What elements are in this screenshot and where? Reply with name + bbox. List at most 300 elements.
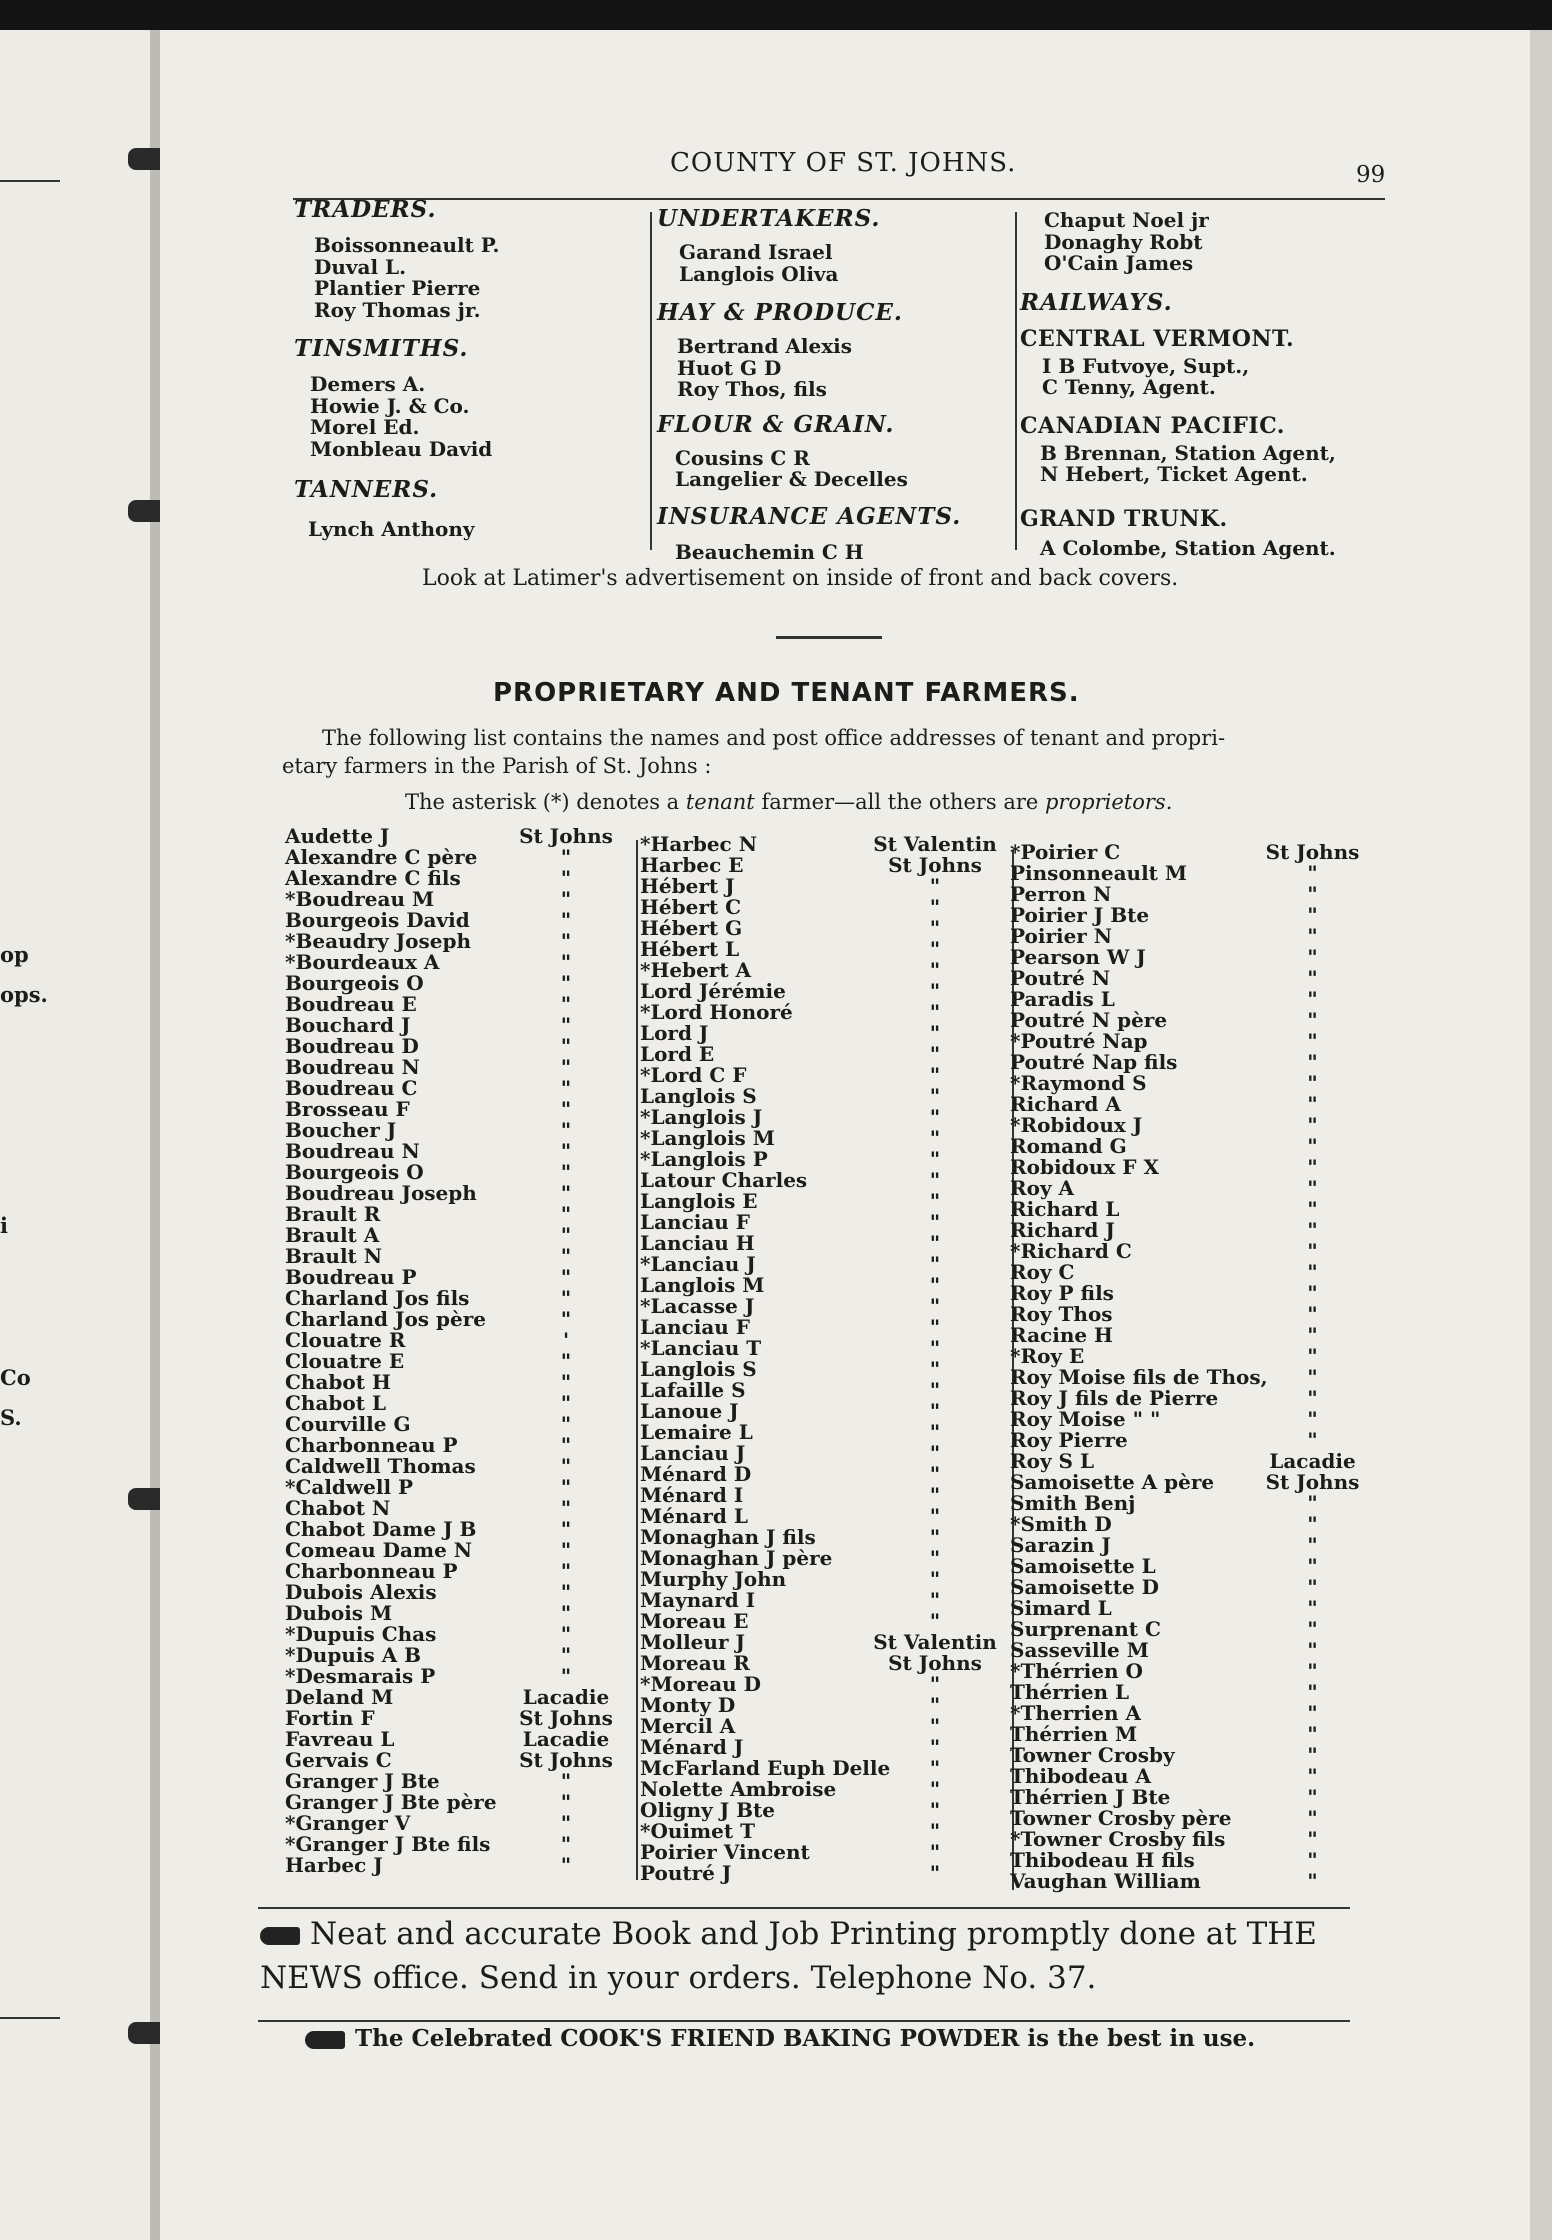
section-title: PROPRIETARY AND TENANT FARMERS. <box>493 678 1080 708</box>
column-divider <box>650 212 652 550</box>
farmer-name: Lanciau J <box>640 1441 746 1465</box>
printing-advert-text: Neat and accurate Book and Job Printing promptly done at THE <box>310 1916 1317 1952</box>
farmer-name: Lafaille S <box>640 1378 746 1402</box>
farmer-post-office: Lacadie <box>1269 1449 1356 1473</box>
category-entries <box>675 539 1007 564</box>
farmer-name: Monaghan J fils <box>640 1525 816 1549</box>
farmer-name: Richard J <box>1010 1218 1115 1242</box>
asterisk-note-emphasis: tenant <box>685 790 755 814</box>
category-heading: FLOUR & GRAIN. <box>657 410 895 438</box>
farmer-name: Paradis L <box>1010 987 1115 1011</box>
farmer-post-office: " <box>929 1168 941 1192</box>
farmer-name: *Lanciau J <box>640 1252 756 1276</box>
farmer-name: Lord J <box>640 1021 709 1045</box>
farmer-post-office: " <box>560 908 572 932</box>
farmer-name: *Lanciau T <box>640 1336 762 1360</box>
farmer-post-office: St Johns <box>1265 1470 1360 1494</box>
farmer-name: *Raymond S <box>1010 1071 1147 1095</box>
farmer-name: Hébert L <box>640 937 740 961</box>
farmer-post-office: " <box>1307 1071 1318 1095</box>
farmer-name: Robidoux F X <box>1010 1155 1159 1179</box>
farmer-name: Pearson W J <box>1010 945 1146 969</box>
farmer-name: Lord Jérémie <box>640 979 786 1003</box>
farmer-post-office: " <box>929 1399 941 1423</box>
farmer-name: Bourgeois O <box>285 1160 424 1184</box>
farmer-post-office: St Johns <box>519 1706 613 1730</box>
farmer-post-office: " <box>560 1790 572 1814</box>
farmer-name: Gervais C <box>285 1748 392 1772</box>
farmer-post-office: " <box>929 895 941 919</box>
farmer-post-office: " <box>929 1420 941 1444</box>
farmer-post-office: " <box>1307 1512 1318 1536</box>
farmer-name: Langlois E <box>640 1189 758 1213</box>
farmer-name: Murphy John <box>640 1567 787 1591</box>
farmer-name: *Harbec N <box>640 832 757 856</box>
left-fragment: Co <box>0 1365 31 1390</box>
farmer-name: *Therrien A <box>1010 1701 1142 1725</box>
intro-line: etary farmers in the Parish of St. Johns : <box>282 754 712 778</box>
farmer-name: *Dupuis Chas <box>285 1622 437 1646</box>
farmer-name: *Granger J Bte fils <box>285 1832 491 1856</box>
farmer-name: Mercil A <box>640 1714 736 1738</box>
asterisk-note-text: farmer—all the others are <box>761 790 1039 814</box>
farmer-post-office: " <box>560 1265 572 1289</box>
farmer-name: Richard L <box>1010 1197 1120 1221</box>
category-entries <box>677 336 1007 401</box>
farmer-name: McFarland Euph Delle <box>640 1756 891 1780</box>
left-fragment: i <box>0 1213 8 1238</box>
farmer-post-office: " <box>560 1433 572 1457</box>
agent-name: B Brennan, Station Agent, <box>1040 440 1336 465</box>
farmer-name: Ménard J <box>640 1735 744 1759</box>
farmer-name: Vaughan William <box>1010 1869 1201 1893</box>
farmer-name: Langlois M <box>640 1273 765 1297</box>
farmer-post-office: " <box>929 916 941 940</box>
farmer-name: Roy Moise fils de Thos, <box>1010 1365 1268 1389</box>
farmer-name: Latour Charles <box>640 1168 808 1192</box>
farmer-name: Chabot H <box>285 1370 391 1394</box>
farmer-post-office: " <box>1307 924 1318 948</box>
farmer-post-office: " <box>929 1777 941 1801</box>
farmer-post-office: " <box>560 971 572 995</box>
farmer-name: Brault R <box>285 1202 381 1226</box>
farmer-post-office: " <box>929 1441 941 1465</box>
farmer-post-office: " <box>1307 1092 1318 1116</box>
farmer-name: Moreau R <box>640 1651 750 1675</box>
printing-advert-line: NEWS office. Send in your orders. Telephone No. 37. <box>260 1960 1097 1996</box>
farmer-name: Roy Thos <box>1010 1302 1113 1326</box>
baking-powder-advert <box>305 2025 1255 2052</box>
farmer-name: *Thérrien O <box>1010 1659 1143 1683</box>
farmer-name: *Smith D <box>1010 1512 1112 1536</box>
farmer-post-office: " <box>929 1210 941 1234</box>
farmer-post-office: " <box>929 1294 941 1318</box>
farmer-post-office: " <box>929 1189 941 1213</box>
farmer-post-office: " <box>560 866 572 890</box>
farmer-name: Roy Pierre <box>1010 1428 1128 1452</box>
farmer-name: *Boudreau M <box>285 887 435 911</box>
farmer-post-office: " <box>1307 1722 1318 1746</box>
farmer-post-office: " <box>929 1588 941 1612</box>
farmer-name: *Langlois M <box>640 1126 775 1150</box>
farmer-name: *Lacasse J <box>640 1294 755 1318</box>
farmer-name: *Poirier C <box>1010 840 1121 864</box>
farmer-name: Langlois S <box>640 1084 757 1108</box>
farmer-post-office: " <box>1307 1617 1318 1641</box>
farmer-post-office: " <box>1307 1323 1318 1347</box>
farmer-post-office: " <box>560 1076 572 1100</box>
farmer-post-office: " <box>1307 1218 1318 1242</box>
left-fragment: ops. <box>0 982 48 1007</box>
farmer-name: Alexandre C père <box>285 845 478 869</box>
farmer-name: *Desmarais P <box>285 1664 436 1688</box>
farmer-name: *Robidoux J <box>1010 1113 1143 1137</box>
farmer-name: *Towner Crosby fils <box>1010 1827 1226 1851</box>
business-name: Huot G D <box>677 355 782 380</box>
farmer-post-office: " <box>560 1622 572 1646</box>
farmer-name: Courville G <box>285 1412 411 1436</box>
farmer-post-office: " <box>560 1643 572 1667</box>
farmer-post-office: " <box>1307 1575 1318 1599</box>
farmer-name: Roy Moise " " <box>1010 1407 1161 1431</box>
farmer-post-office: " <box>560 1181 572 1205</box>
farmer-name: Charbonneau P <box>285 1559 458 1583</box>
farmer-name: Caldwell Thomas <box>285 1454 476 1478</box>
farmer-name: Smith Benj <box>1010 1491 1136 1515</box>
category-entries <box>1040 440 1380 486</box>
pointing-hand-icon <box>260 1927 300 1945</box>
railway-name: GRAND TRUNK. <box>1020 505 1228 532</box>
directory-col2 <box>657 205 1007 563</box>
farmer-post-office: " <box>1307 861 1318 885</box>
farmer-post-office: " <box>1307 1638 1318 1662</box>
farmer-post-office: " <box>1307 1554 1318 1578</box>
farmer-name: Samoisette A père <box>1010 1470 1215 1494</box>
farmer-name: Maynard I <box>640 1588 756 1612</box>
farmer-post-office: " <box>560 1391 572 1415</box>
farmer-post-office: " <box>560 1517 572 1541</box>
farmer-post-office: " <box>560 1118 572 1142</box>
farmer-post-office: " <box>1307 1848 1318 1872</box>
farmer-name: Roy P fils <box>1010 1281 1114 1305</box>
farmer-name: Perron N <box>1010 882 1112 906</box>
farmer-post-office: St Valentin <box>873 832 997 856</box>
farmer-post-office: " <box>560 1811 572 1835</box>
agent-name: A Colombe, Station Agent. <box>1040 535 1336 560</box>
farmer-post-office: " <box>1307 987 1318 1011</box>
category-entries <box>679 242 1007 285</box>
directory-col1 <box>294 196 634 541</box>
farmer-name: Thérrien M <box>1010 1722 1138 1746</box>
category-heading: RAILWAYS. <box>1020 288 1173 316</box>
farmer-post-office: " <box>929 1336 941 1360</box>
left-fragment: op <box>0 942 29 967</box>
farmer-post-office: " <box>560 1475 572 1499</box>
farmer-name: Boudreau E <box>285 992 417 1016</box>
farmer-post-office: " <box>929 1504 941 1528</box>
farmer-post-office: " <box>1307 1155 1318 1179</box>
farmer-name: Clouatre R <box>285 1328 406 1352</box>
farmer-post-office: " <box>929 1483 941 1507</box>
farmer-post-office: " <box>929 1147 941 1171</box>
farmer-name: Brault N <box>285 1244 383 1268</box>
farmer-post-office: St Johns <box>519 824 613 848</box>
farmer-name: Chabot Dame J B <box>285 1517 477 1541</box>
farmer-name: Thérrien L <box>1010 1680 1130 1704</box>
farmer-post-office: " <box>560 1370 572 1394</box>
farmer-post-office: " <box>1307 1344 1318 1368</box>
farmer-post-office: " <box>560 950 572 974</box>
farmer-name: Boudreau Joseph <box>285 1181 477 1205</box>
farmer-post-office: " <box>560 992 572 1016</box>
business-name: Lynch Anthony <box>308 517 475 541</box>
business-name: Donaghy Robt <box>1044 229 1203 254</box>
farmer-post-office: " <box>560 1601 572 1625</box>
category-heading: UNDERTAKERS. <box>657 205 881 232</box>
farmer-post-office: " <box>1307 1743 1318 1767</box>
farmer-name: *Caldwell P <box>285 1475 414 1499</box>
farmer-post-office: " <box>1307 882 1318 906</box>
farmer-name: Roy A <box>1010 1176 1075 1200</box>
farmer-post-office: " <box>560 1412 572 1436</box>
farmer-post-office: " <box>1307 1281 1318 1305</box>
directory-col3 <box>1020 210 1380 559</box>
farmer-name: Monty D <box>640 1693 736 1717</box>
farmer-post-office: " <box>1307 1302 1318 1326</box>
farmer-name: Deland M <box>285 1685 394 1709</box>
farmer-name: Ménard D <box>640 1462 752 1486</box>
business-name: Cousins C R <box>675 445 810 470</box>
farmer-name: Ménard L <box>640 1504 748 1528</box>
farmer-post-office: " <box>560 1286 572 1310</box>
business-name: Langlois Oliva <box>679 261 839 286</box>
farmer-post-office: " <box>560 845 572 869</box>
farmer-post-office: " <box>560 1139 572 1163</box>
footer-rule <box>258 2020 1350 2022</box>
farmer-post-office: " <box>560 1055 572 1079</box>
farmer-name: Boucher J <box>285 1118 397 1142</box>
business-name: Roy Thos, fils <box>677 377 827 401</box>
farmer-post-office: " <box>560 1454 572 1478</box>
farmer-name: Audette J <box>285 824 390 848</box>
farmer-post-office: " <box>929 958 941 982</box>
farmer-post-office: " <box>560 1832 572 1856</box>
left-page-rule <box>0 2017 60 2019</box>
farmer-post-office: ' <box>562 1328 570 1352</box>
business-name: Roy Thomas jr. <box>314 297 481 322</box>
farmer-name: Thibodeau H fils <box>1010 1848 1195 1872</box>
agent-name: N Hebert, Ticket Agent. <box>1040 462 1308 486</box>
farmers-col2-names <box>640 832 891 1885</box>
page-edge <box>1530 30 1552 2240</box>
farmer-post-office: " <box>929 1357 941 1381</box>
farmer-name: Harbec J <box>285 1853 383 1877</box>
farmer-post-office: " <box>560 1769 572 1793</box>
farmer-post-office: " <box>1307 966 1318 990</box>
farmer-name: *Moreau D <box>640 1672 762 1696</box>
farmer-name: Dubois Alexis <box>285 1580 437 1604</box>
farmer-post-office: " <box>929 1105 941 1129</box>
farmer-post-office: St Johns <box>1265 840 1360 864</box>
farmer-post-office: " <box>560 1349 572 1373</box>
category-heading: TINSMITHS. <box>294 335 469 362</box>
farmer-post-office: St Johns <box>888 1651 982 1675</box>
farmer-post-office: Lacadie <box>522 1685 610 1709</box>
category-heading: HAY & PRODUCE. <box>657 299 903 326</box>
footer-rule <box>258 1907 1350 1909</box>
farmer-post-office: " <box>929 1525 941 1549</box>
farmer-name: *Lord Honoré <box>640 1000 793 1024</box>
farmer-name: *Poutré Nap <box>1010 1029 1148 1053</box>
agent-name: C Tenny, Agent. <box>1042 375 1216 399</box>
farmer-name: Charbonneau P <box>285 1433 458 1457</box>
farmer-post-office: " <box>929 1798 941 1822</box>
farmer-name: Fortin F <box>285 1706 375 1730</box>
farmer-name: *Langlois P <box>640 1147 768 1171</box>
farmer-post-office: " <box>929 874 941 898</box>
farmer-post-office: " <box>929 1378 941 1402</box>
category-entries <box>310 374 634 460</box>
farmer-post-office: " <box>560 1853 572 1877</box>
farmer-name: Poutré N père <box>1010 1008 1168 1032</box>
farmer-post-office: " <box>1307 1239 1318 1263</box>
asterisk-note-emphasis: proprietors. <box>1045 790 1173 814</box>
pointing-hand-icon <box>305 2031 345 2049</box>
farmer-name: Brosseau F <box>285 1097 410 1121</box>
farmer-name: Poutré J <box>640 1861 732 1885</box>
farmer-post-office: " <box>560 1202 572 1226</box>
business-name: Duval L. <box>314 254 407 279</box>
farmer-post-office: St Johns <box>888 853 982 877</box>
column-divider <box>1015 212 1017 550</box>
farmer-post-office: " <box>1307 1785 1318 1809</box>
farmer-post-office: " <box>1307 1869 1318 1893</box>
farmer-name: Alexandre C fils <box>285 866 461 890</box>
business-name: Morel Ed. <box>310 415 420 439</box>
farmer-name: Bourgeois O <box>285 971 424 995</box>
printing-advert <box>260 1912 1360 2000</box>
farmer-name: Hébert C <box>640 895 741 919</box>
farmer-post-office: " <box>1307 1365 1318 1389</box>
farmer-post-office: " <box>1307 1701 1318 1725</box>
farmer-post-office: " <box>929 1252 941 1276</box>
farmer-name: Granger J Bte <box>285 1769 440 1793</box>
running-header: COUNTY OF ST. JOHNS. <box>670 148 1017 178</box>
farmer-post-office: " <box>929 1714 941 1738</box>
farmer-name: Roy C <box>1010 1260 1075 1284</box>
category-entries <box>1040 535 1380 560</box>
farmer-post-office: " <box>560 1013 572 1037</box>
farmer-name: Boudreau N <box>285 1139 420 1163</box>
farmer-post-office: " <box>1307 1197 1318 1221</box>
farmer-name: Boudreau D <box>285 1034 419 1058</box>
farmer-post-office: " <box>1307 1428 1318 1452</box>
farmer-post-office: " <box>1307 1596 1318 1620</box>
farmer-post-office: " <box>929 1546 941 1570</box>
farmer-post-office: " <box>929 979 941 1003</box>
farmer-name: Thérrien J Bte <box>1010 1785 1171 1809</box>
business-name: Boissonneault P. <box>314 233 500 257</box>
section-divider <box>776 636 882 639</box>
farmer-post-office: " <box>929 1042 941 1066</box>
farmer-name: *Roy E <box>1010 1344 1085 1368</box>
farmer-name: Ménard I <box>640 1483 744 1507</box>
farmer-post-office: " <box>560 1580 572 1604</box>
farmer-post-office: " <box>1307 1407 1318 1431</box>
left-page-margin <box>0 30 150 2240</box>
farmer-name: Charland Jos fils <box>285 1286 470 1310</box>
asterisk-note <box>405 790 1172 814</box>
farmer-post-office: " <box>1307 1008 1318 1032</box>
business-name: Demers A. <box>310 372 426 396</box>
asterisk-note-text: The asterisk (*) denotes a <box>405 790 680 814</box>
farmer-post-office: " <box>929 1231 941 1255</box>
farmer-post-office: " <box>929 1462 941 1486</box>
farmer-name: Moreau E <box>640 1609 749 1633</box>
farmer-post-office: " <box>929 1840 941 1864</box>
category-heading: TRADERS. <box>294 196 437 223</box>
farmer-post-office: " <box>929 1000 941 1024</box>
farmer-name: *Granger V <box>285 1811 411 1835</box>
farmer-post-office: " <box>929 1084 941 1108</box>
business-name: Garand Israel <box>679 240 833 264</box>
farmer-name: Bouchard J <box>285 1013 411 1037</box>
farmer-post-office: " <box>1307 1260 1318 1284</box>
farmer-name: Thibodeau A <box>1010 1764 1152 1788</box>
farmer-name: Romand G <box>1010 1134 1127 1158</box>
category-entries <box>1044 210 1380 275</box>
farmer-name: *Ouimet T <box>640 1819 755 1843</box>
farmer-post-office: " <box>1307 1050 1318 1074</box>
farmer-name: Molleur J <box>640 1630 745 1654</box>
left-fragment: S. <box>0 1405 22 1430</box>
farmer-post-office: " <box>560 1244 572 1268</box>
farmer-name: Richard A <box>1010 1092 1121 1116</box>
farmer-post-office: " <box>929 1861 941 1885</box>
farmer-name: Harbec E <box>640 853 744 877</box>
farmer-post-office: " <box>1307 1113 1318 1137</box>
farmer-post-office: " <box>560 1307 572 1331</box>
farmers-col1-names <box>285 826 510 1876</box>
farmer-post-office: St Johns <box>519 1748 613 1772</box>
farmer-name: Surprenant C <box>1010 1617 1161 1641</box>
farmer-post-office: " <box>560 1034 572 1058</box>
farmer-name: *Richard C <box>1010 1239 1132 1263</box>
printing-advert-line <box>260 1912 1360 1956</box>
farmer-name: Poutré N <box>1010 966 1111 990</box>
farmer-post-office: " <box>560 1538 572 1562</box>
farmers-col2-places <box>860 834 1010 1884</box>
farmer-post-office: Lacadie <box>522 1727 610 1751</box>
farmer-name: Samoisette L <box>1010 1554 1156 1578</box>
farmer-name: Poirier N <box>1010 924 1113 948</box>
farmer-post-office: " <box>560 1664 572 1688</box>
farmer-post-office: " <box>560 929 572 953</box>
farmer-post-office: " <box>1307 1029 1318 1053</box>
railway-name: CANADIAN PACIFIC. <box>1020 412 1285 439</box>
farmer-name: *Lord C F <box>640 1063 747 1087</box>
farmer-post-office: " <box>560 887 572 911</box>
baking-powder-text: The Celebrated COOK'S FRIEND BAKING POWDER is the best in use. <box>355 2025 1256 2052</box>
farmer-name: Pinsonneault M <box>1010 861 1188 885</box>
farmer-name: Langlois S <box>640 1357 757 1381</box>
farmer-name: Boudreau P <box>285 1265 417 1289</box>
farmers-col1-places <box>510 826 622 1876</box>
farmer-post-office: " <box>929 1735 941 1759</box>
farmer-post-office: " <box>560 1496 572 1520</box>
farmer-post-office: " <box>929 1819 941 1843</box>
farmer-post-office: " <box>929 1756 941 1780</box>
